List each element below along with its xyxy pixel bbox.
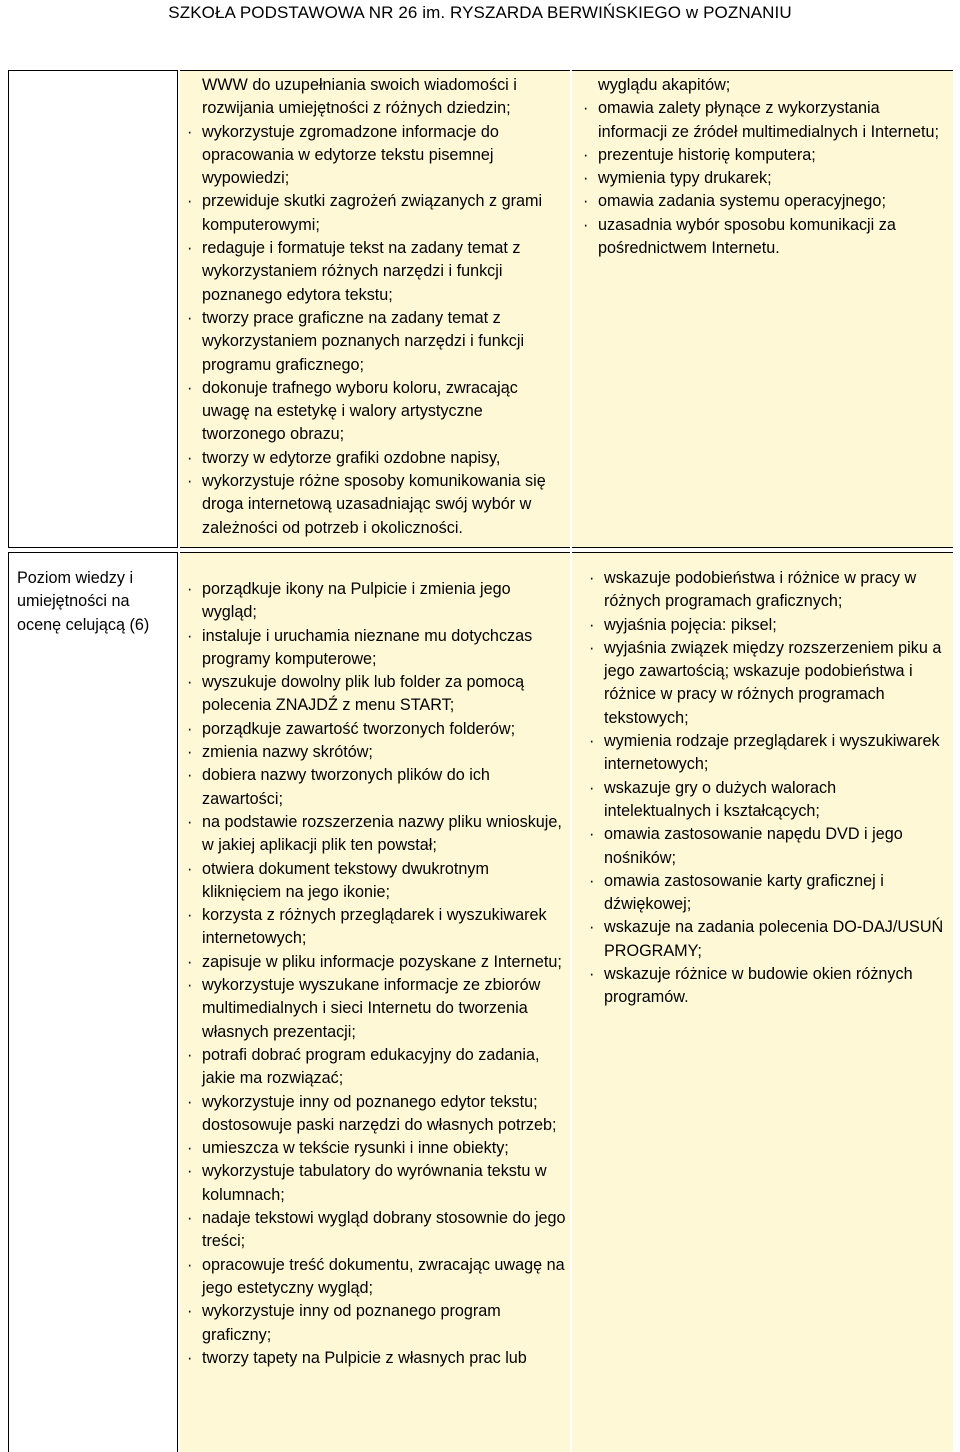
list-item xyxy=(182,470,560,540)
list-item xyxy=(182,447,560,470)
list-item-text: instaluje i uruchamia nieznane mu dotychczas programy komputerowe; xyxy=(202,626,533,668)
list-item xyxy=(182,121,560,191)
list-item-text: wykorzystuje inny od poznanego program graficzny; xyxy=(202,1302,501,1344)
list-item-text: korzysta z różnych przeglądarek i wyszukiwarek internetowych; xyxy=(202,906,547,948)
bullet-marker: · xyxy=(187,626,193,645)
list-item-text: omawia zastosowanie napędu DVD i jego nośników; xyxy=(604,825,903,867)
bullet-marker: · xyxy=(187,1348,193,1367)
list-item-text: wykorzystuje zgromadzone informacje do opracowania w edytorze tekstu pisemnej wypowiedzi; xyxy=(202,122,499,188)
list-item-text: opracowuje treść dokumentu, zwracając uwagę na jego estetyczny wygląd; xyxy=(202,1255,565,1297)
bullet-marker: · xyxy=(187,976,193,995)
list-item xyxy=(584,614,946,637)
list-item-text: omawia zastosowanie karty graficznej i dźwiękowej; xyxy=(604,871,884,914)
list-item-text: wyjaśnia pojęcia: piksel; xyxy=(604,615,777,634)
list-item xyxy=(182,307,560,377)
list-item xyxy=(584,777,946,824)
list-item xyxy=(182,1091,566,1138)
list-item-text: wymienia typy drukarek; xyxy=(598,169,772,188)
list-item-text: wyglądu akapitów; xyxy=(598,76,731,94)
bullet-marker: · xyxy=(187,580,193,598)
list-item xyxy=(182,74,560,121)
list-item xyxy=(182,811,566,858)
row2-col3-cell xyxy=(572,552,953,1452)
list-item-text: umieszcza w tekście rysunki i inne obiekty; xyxy=(202,1139,509,1158)
list-item-text: wymienia rodzaje przeglądarek i wyszukiwarek internetowych; xyxy=(604,732,940,774)
list-item xyxy=(182,377,560,447)
list-item xyxy=(578,144,948,167)
list-item xyxy=(584,870,946,917)
list-item xyxy=(182,1300,566,1347)
list-item-text: WWW do uzupełniania swoich wiadomości i rozwijania umiejętności z różnych dziedzin; xyxy=(202,76,517,118)
list-item xyxy=(182,904,566,951)
list-item-text: dobiera nazwy tworzonych plików do ich zawartości; xyxy=(202,766,490,808)
list-item xyxy=(182,1160,566,1207)
bullet-marker: · xyxy=(583,169,589,188)
list-item xyxy=(182,974,566,1044)
bullet-marker: · xyxy=(583,99,589,118)
bullet-marker: · xyxy=(589,871,595,890)
bullet-marker: · xyxy=(589,825,595,844)
list-item xyxy=(182,1207,566,1254)
bullet-marker: · xyxy=(187,1302,193,1321)
list-item-text: nadaje tekstowi wygląd dobrany stosownie do jego treści; xyxy=(202,1209,566,1251)
row2-col2-cell xyxy=(180,552,570,1452)
list-item xyxy=(578,74,948,97)
bullet-marker: · xyxy=(187,859,193,878)
list-item xyxy=(578,97,948,144)
list-item-text: wykorzystuje różne sposoby komunikowania się droga internetową uzasadniając swój wybór w zależności od potrzeb i okoliczności. xyxy=(202,472,546,537)
bullet-marker: · xyxy=(589,778,595,797)
bullet-marker: · xyxy=(583,215,589,234)
bullet-marker: · xyxy=(187,719,193,738)
list-item-text: wskazuje podobieństwa i różnice w pracy w różnych programach graficznych; xyxy=(604,569,917,611)
list-item-text: prezentuje historię komputera; xyxy=(598,145,816,164)
list-item xyxy=(584,730,946,777)
list-item-text: wyszukuje dowolny plik lub folder za pomocą polecenia ZNAJDŹ z menu START; xyxy=(202,673,525,715)
list-item xyxy=(182,578,566,625)
list-item xyxy=(578,167,948,190)
row2-col2-list xyxy=(182,578,566,1370)
bullet-marker: · xyxy=(589,965,595,984)
list-item xyxy=(182,1347,566,1370)
grade-level-label: Poziom wiedzy i umiejętności na ocenę celującą (6) xyxy=(17,569,150,634)
list-item-text: zapisuje w pliku informacje pozyskane z Internetu; xyxy=(202,952,562,971)
list-item-text: przewiduje skutki zagrożeń związanych z grami komputerowymi; xyxy=(202,192,543,234)
list-item-text: wykorzystuje inny od poznanego edytor tekstu; dostosowuje paski narzędzi do własnych potrzeb; xyxy=(202,1092,557,1134)
bullet-marker: · xyxy=(187,673,193,692)
list-item-text: otwiera dokument tekstowy dwukrotnym kliknięciem na jego ikonie; xyxy=(202,859,489,901)
list-item-text: omawia zadania systemu operacyjnego; xyxy=(598,192,886,211)
list-item xyxy=(584,916,946,963)
list-item-text: wskazuje na zadania polecenia DO-DAJ/USUŃ PROGRAMY; xyxy=(604,918,944,960)
list-item xyxy=(182,718,566,741)
bullet-marker: · xyxy=(187,1139,193,1158)
bullet-marker: · xyxy=(187,1255,193,1274)
list-item xyxy=(182,1044,566,1091)
bullet-marker: · xyxy=(187,1092,193,1111)
list-item-text: tworzy prace graficzne na zadany temat z wykorzystaniem poznanych narzędzi i funkcji programu graficznego; xyxy=(202,308,525,374)
list-item-text: tworzy tapety na Pulpicie z własnych prac lub xyxy=(202,1348,527,1367)
list-item xyxy=(578,190,948,213)
bullet-marker: · xyxy=(187,766,193,785)
bullet-marker: · xyxy=(187,308,193,327)
criteria-table xyxy=(8,70,953,1430)
list-item xyxy=(584,823,946,870)
bullet-marker: · xyxy=(187,812,193,831)
list-item-text: wykorzystuje tabulatory do wyrównania tekstu w kolumnach; xyxy=(202,1162,547,1204)
list-item-text: wyjaśnia związek między rozszerzeniem piku a jego zawartością; wskazuje podobieństwa i różnice w pracy w różnych programach tekstowych; xyxy=(604,638,942,727)
list-item-text: dokonuje trafnego wyboru koloru, zwracając uwagę na estetykę i walory artystyczne tworzonego obrazu; xyxy=(202,378,518,444)
bullet-marker: · xyxy=(187,906,193,925)
list-item xyxy=(182,671,566,718)
row1-col3-list xyxy=(578,74,948,260)
list-item-text: wykorzystuje wyszukane informacje ze zbiorów multimedialnych i sieci Internetu do tworzenia własnych prezentacji; xyxy=(202,976,541,1041)
bullet-marker: · xyxy=(583,145,589,164)
list-item-text: porządkuje ikony na Pulpicie i zmienia jego wygląd; xyxy=(202,580,511,622)
bullet-marker: · xyxy=(187,122,193,141)
list-item xyxy=(182,190,560,237)
bullet-marker: · xyxy=(187,1209,193,1228)
list-item xyxy=(584,637,946,730)
row1-col2-cell xyxy=(180,70,570,548)
bullet-marker: · xyxy=(187,743,193,762)
bullet-marker: · xyxy=(187,239,193,258)
bullet-marker: · xyxy=(187,192,193,211)
bullet-marker: · xyxy=(589,918,595,937)
bullet-marker: · xyxy=(187,472,193,491)
row1-col2-list xyxy=(182,74,560,540)
list-item xyxy=(182,858,566,905)
bullet-marker: · xyxy=(187,448,193,467)
bullet-marker: · xyxy=(583,192,589,211)
list-item xyxy=(182,1254,566,1301)
list-item-text: na podstawie rozszerzenia nazwy pliku wnioskuje, w jakiej aplikacji plik ten powstał; xyxy=(202,812,562,855)
list-item xyxy=(584,567,946,614)
bullet-marker: · xyxy=(589,638,595,657)
list-item xyxy=(182,951,566,974)
list-item xyxy=(182,741,566,764)
bullet-marker: · xyxy=(187,378,193,397)
list-item xyxy=(182,764,566,811)
list-item-text: uzasadnia wybór sposobu komunikacji za pośrednictwem Internetu. xyxy=(598,215,896,258)
bullet-marker: · xyxy=(187,1162,193,1181)
list-item-text: wskazuje różnice w budowie okien różnych programów. xyxy=(604,965,913,1007)
row1-col3-cell xyxy=(572,70,953,548)
bullet-marker: · xyxy=(589,615,595,634)
list-item-text: omawia zalety płynące z wykorzystania informacji ze źródeł multimedialnych i Internetu; xyxy=(598,99,939,141)
bullet-marker: · xyxy=(187,952,193,971)
row1-label-cell xyxy=(8,70,178,548)
row2-col3-list xyxy=(584,567,946,1010)
list-item xyxy=(182,625,566,672)
list-item-text: zmienia nazwy skrótów; xyxy=(202,743,373,762)
list-item xyxy=(584,963,946,1010)
bullet-marker: · xyxy=(589,569,595,587)
list-item xyxy=(182,1137,566,1160)
list-item-text: tworzy w edytorze grafiki ozdobne napisy, xyxy=(202,448,501,467)
list-item-text: porządkuje zawartość tworzonych folderów; xyxy=(202,719,516,738)
list-item xyxy=(182,237,560,307)
bullet-marker: · xyxy=(187,1045,193,1064)
bullet-marker: · xyxy=(589,732,595,751)
list-item-text: redaguje i formatuje tekst na zadany temat z wykorzystaniem różnych narzędzi i funkcji poznanego edytora tekstu; xyxy=(202,239,521,304)
list-item-text: potrafi dobrać program edukacyjny do zadania, jakie ma rozwiązać; xyxy=(202,1045,540,1088)
page-header-title: SZKOŁA PODSTAWOWA NR 26 im. RYSZARDA BERWIŃSKIEGO w POZNANIU xyxy=(168,3,792,22)
row2-label-cell xyxy=(8,552,178,1452)
list-item-text: wskazuje gry o dużych walorach intelektualnych i kształcących; xyxy=(604,778,837,820)
list-item xyxy=(578,214,948,261)
